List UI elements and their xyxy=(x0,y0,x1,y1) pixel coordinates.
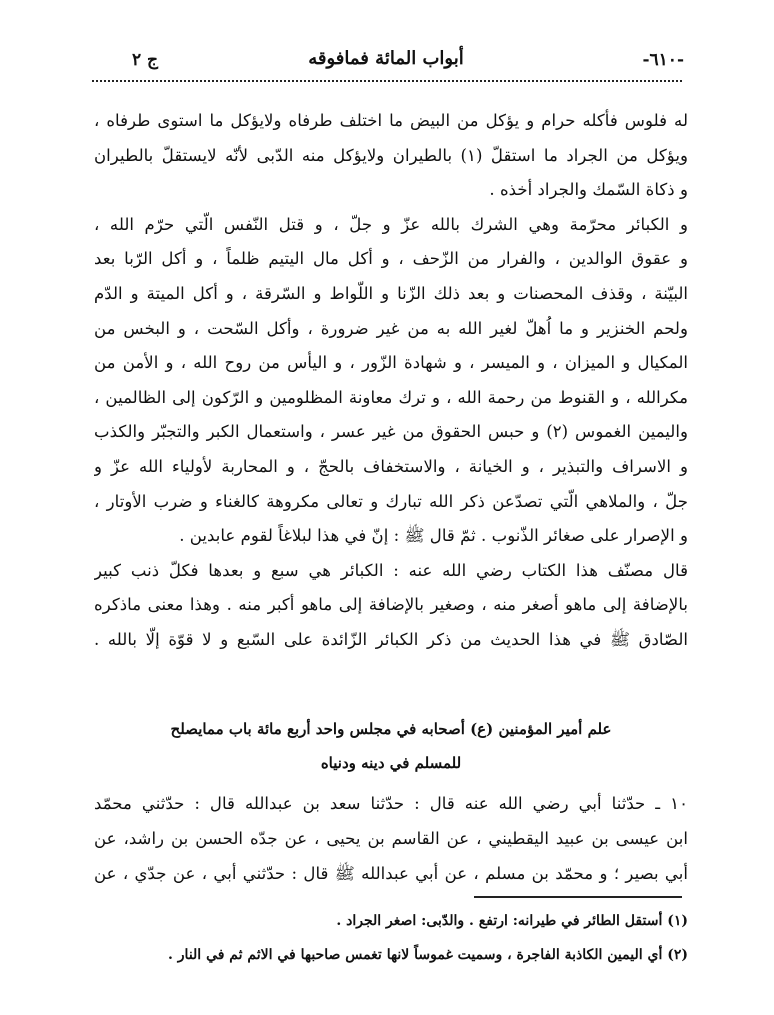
footnotes xyxy=(94,904,688,972)
footnote: (١) أستقل الطائر في طيرانه: ارتفع . والدّبى: اصغر الجراد . xyxy=(336,913,688,929)
text-line: و الاسراف والتبذير ، و الخيانة ، والاستخفاف بالحجّ ، و المحاربة لأولياء الله عزّ و xyxy=(94,456,688,476)
text-line: البيّنة ، وقذف المحصنات و بعد ذلك الزّنا و اللّواط و السّرقة ، و أكل الميتة و الدّم xyxy=(94,283,688,303)
section-heading xyxy=(94,712,688,780)
volume-label: ج ٢ xyxy=(132,50,159,70)
heading-line: علم أمير المؤمنين (ع) أصحابه في مجلس واحد أربع مائة باب ممايصلح xyxy=(170,720,612,738)
text-line: ولحم الخنزير و ما اُهلّ لغير الله به من غير ضرورة ، وأكل السّحت ، و البخس من xyxy=(94,318,688,338)
text-line: و الإصرار على صغائر الذّنوب . ثمّ قال ﷺ : إنّ في هذا لبلاغاً لقوم عابدين . xyxy=(179,526,688,546)
heading-line: للمسلم في دينه ودنياه xyxy=(320,754,462,772)
page-header xyxy=(88,42,684,82)
text-line: بالإضافة إلى ماهو أصغر منه ، وصغير بالإضافة إلى ماهو أكبر منه . وهذا معنى ماذكره xyxy=(94,595,688,615)
text-line: جلّ ، والملاهي الّتي تصدّعن ذكر الله تبارك و تعالى مكروهة كالغناء و ضرب الأوتار ، xyxy=(94,491,688,511)
text-line: أبي بصير ؛ و محمّد بن مسلم ، عن أبي عبدالله ﷺ قال : حدّثني أبي ، عن جدّي ، عن xyxy=(94,864,688,883)
text-line: مكرالله ، و القنوط من رحمة الله ، و ترك معاونة المظلومين و الرّكون إلى الظالمين ، xyxy=(94,387,688,407)
page-number: -٦١٠- xyxy=(642,50,684,70)
text-line: و ذكاة السّمك والجراد أخذه . xyxy=(489,180,688,200)
footnote: (٢) أي اليمين الكاذبة الفاجرة ، وسميت غموساً لانها تغمس صاحبها في الاثم ثم في النار . xyxy=(168,947,688,963)
text-line: له فلوس فأكله حرام و يؤكل من البيض ما اختلف طرفاه ولايؤكل ما استوى طرفاه ، xyxy=(94,111,688,130)
text-line: قال مصنّف هذا الكتاب رضي الله عنه : الكبائر هي سبع و بعدها فكلّ ذنب كبير xyxy=(94,560,688,580)
running-title: أبواب المائة فمافوقه xyxy=(308,48,464,69)
text-line: ١٠ ـ حدّثنا أبي رضي الله عنه قال : حدّثنا سعد بن عبدالله قال : حدّثني محمّد xyxy=(94,794,688,813)
text-line: ويؤكل من الجراد ما استقلّ (١) بالطيران ولايؤكل منه الدّبى لأنّه لايستقلّ بالطيران xyxy=(94,145,688,165)
text-line: ابن عيسى بن عبيد اليقطيني ، عن القاسم بن يحيى ، عن جدّه الحسن بن راشد، عن xyxy=(94,829,688,848)
main-text xyxy=(94,104,688,658)
footnote-divider xyxy=(474,896,682,898)
text-line: المكيال و الميزان ، و الميسر ، و شهادة الزّور ، و اليأس من روح الله ، و الأمن من xyxy=(94,353,688,373)
text-line: و عقوق الوالدين ، والفرار من الزّحف ، و أكل مال اليتيم ظلماً ، و أكل الرّبا بعد xyxy=(94,249,688,269)
hadith-text xyxy=(94,786,688,891)
text-line: واليمين الغموس (٢) و حبس الحقوق من غير عسر ، واستعمال الكبر والتجبّر والكذب xyxy=(94,422,688,442)
text-line: و الكبائر محرّمة وهي الشرك بالله عزّ و جلّ ، و قتل النّفس الّتي حرّم الله ، xyxy=(94,214,688,234)
header-divider xyxy=(92,80,682,82)
text-line: الصّادق ﷺ في هذا الحديث من ذكر الكبائر الزّائدة على السّبع و لا قوّة إلّا بالله . xyxy=(94,629,688,649)
